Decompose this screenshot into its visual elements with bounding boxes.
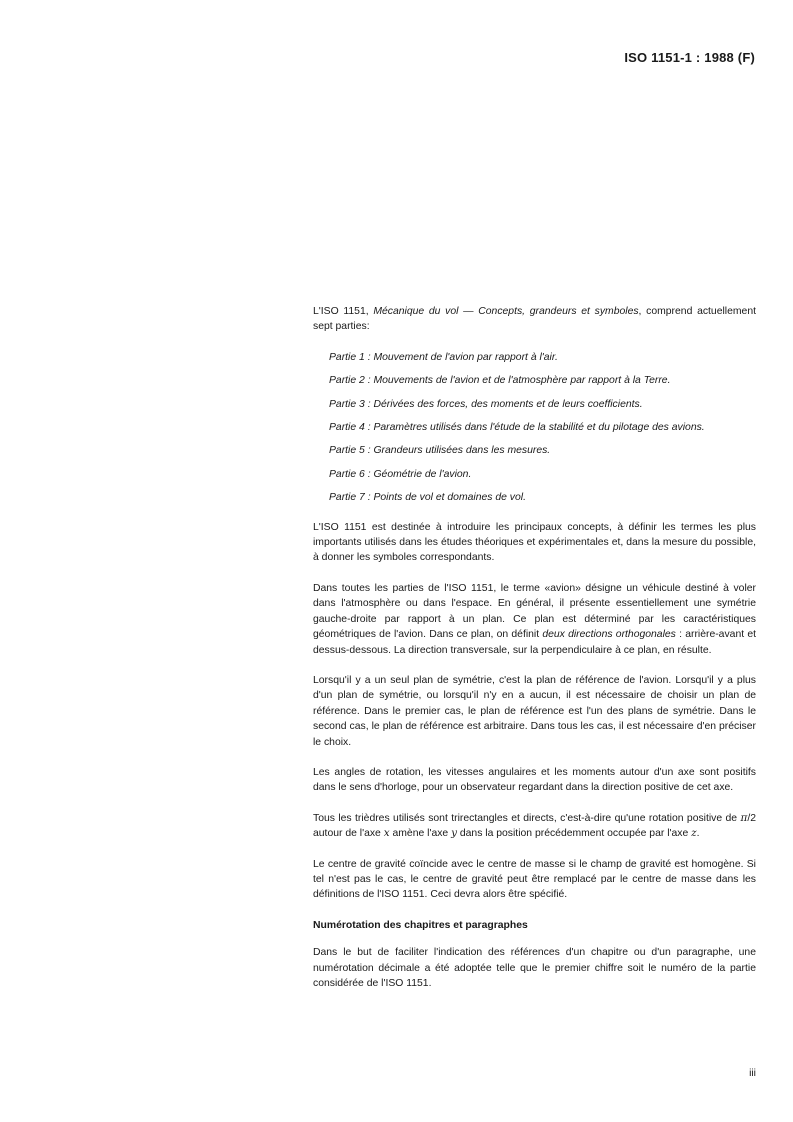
- list-item: Partie 3 : Dérivées des forces, des moments et de leurs coefficients.: [329, 398, 643, 410]
- emphasis-text: deux directions orthogonales: [542, 629, 676, 641]
- parts-list: [313, 350, 756, 506]
- intro-paragraph: [313, 304, 756, 335]
- text-run: Dans toutes les parties de l'ISO 1151, le terme «avion» désigne un véhicule destiné à voler dans l'atmosphère ou dans l'espace. En général, il présente essentiellement une symétrie gauche-droite par rapport à un plan. Ce plan est déterminé par les caractéristiques géométriques de l'avion. Dans ce plan, on définit: [313, 582, 756, 641]
- text-run: /2 autour de l'axe: [313, 812, 756, 840]
- list-item: Partie 7 : Points de vol et domaines de vol.: [329, 492, 526, 504]
- math-symbol-x: x: [383, 827, 390, 840]
- purpose-paragraph: L'ISO 1151 est destinée à introduire les principaux concepts, à définir les termes les plus importants utilisés dans les études théoriques et expérimentales et, dans la mesure du possible, à donner les symboles correspondants.: [313, 521, 756, 564]
- trihedron-paragraph: [313, 811, 756, 842]
- aircraft-definition-paragraph: [313, 581, 756, 658]
- math-symbol-pi: π: [740, 811, 748, 824]
- text-run: Tous les trièdres utilisés sont trirectangles et directs, c'est-à-dire qu'une rotation positive de: [313, 812, 741, 824]
- math-symbol-z: z: [691, 827, 697, 840]
- text-run: amène l'axe: [389, 828, 452, 840]
- list-item: Partie 6 : Géométrie de l'avion.: [329, 468, 472, 480]
- main-content: [313, 304, 756, 1006]
- intro-suffix: , comprend actuellement sept parties:: [313, 306, 756, 333]
- intro-title: Mécanique du vol — Concepts, grandeurs et symboles: [373, 306, 639, 317]
- document-header: ISO 1151-1 : 1988 (F): [624, 50, 755, 65]
- rotation-sign-paragraph: Les angles de rotation, les vitesses angulaires et les moments autour d'un axe sont positifs dans le sens d'horloge, pour un observateur regardant dans la direction positive de cet axe.: [313, 766, 756, 794]
- list-item: Partie 1 : Mouvement de l'avion par rapport à l'air.: [329, 351, 558, 363]
- list-item: Partie 2 : Mouvements de l'avion et de l'atmosphère par rapport à la Terre.: [329, 375, 671, 387]
- center-of-gravity-paragraph: Le centre de gravité coïncide avec le centre de masse si le champ de gravité est homogène. Si tel n'est pas le cas, le centre de gravité peut être remplacé par le centre de masse dans les définitions de l'ISO 1151. Ceci devra alors être spécifié.: [313, 858, 756, 901]
- text-run: dans la position précédemment occupée par l'axe: [456, 828, 692, 840]
- math-symbol-y: y: [451, 827, 457, 840]
- text-run: .: [696, 828, 700, 840]
- intro-prefix: L'ISO 1151,: [313, 306, 374, 317]
- reference-plane-paragraph: Lorsqu'il y a un seul plan de symétrie, c'est la plan de référence de l'avion. Lorsqu'il y a plus d'un plan de symétrie, ou lorsqu'il n'y en a aucun, il est nécessaire de choisir un plan de référence. Dans le premier cas, le plan de référence est l'un des plans de symétrie. Dans le second cas, le plan de référence est arbitraire. Dans tous les cas, il est nécessaire d'en préciser le choix.: [313, 674, 756, 748]
- numbering-paragraph: Dans le but de faciliter l'indication des références d'un chapitre ou d'un paragraphe, une numérotation décimale a été adoptée telle que le premier chiffre soit le numéro de la partie considérée de l'ISO 1151.: [313, 947, 756, 989]
- list-item: Partie 4 : Paramètres utilisés dans l'étude de la stabilité et du pilotage des avions.: [329, 422, 705, 434]
- section-heading: Numérotation des chapitres et paragraphes: [313, 919, 528, 931]
- text-run: : arrière-avant et dessus-dessous. La direction transversale, sur la perpendiculaire à ce plan, en résulte.: [313, 629, 756, 656]
- list-item: Partie 5 : Grandeurs utilisées dans les mesures.: [329, 445, 551, 457]
- page-number: iii: [749, 1068, 756, 1079]
